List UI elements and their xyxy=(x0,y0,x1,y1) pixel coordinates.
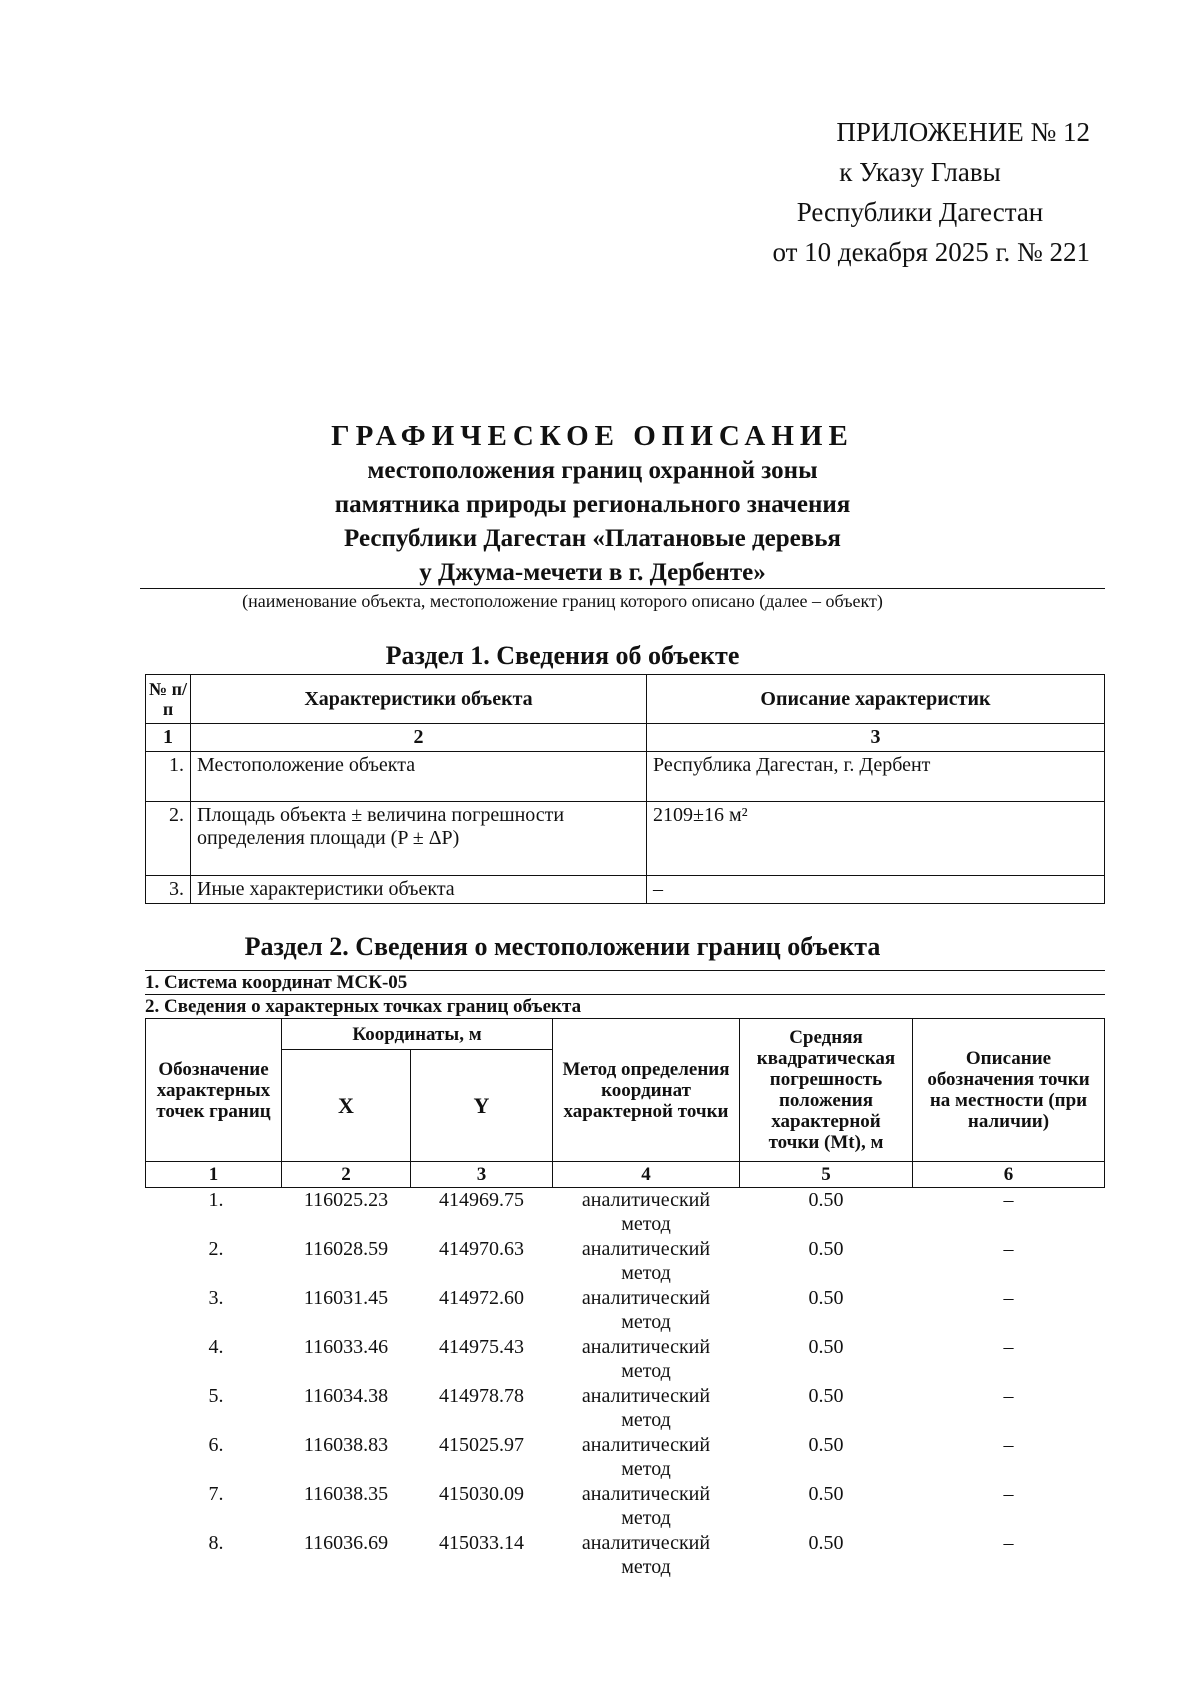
point-method: аналитический метод xyxy=(581,1287,711,1333)
row-characteristic: Местоположение объекта xyxy=(191,752,647,802)
points-title: 2. Сведения о характерных точках границ объекта xyxy=(145,994,1105,1018)
title-line-3: Республики Дагестан «Платановые деревья xyxy=(344,525,841,552)
point-description: – xyxy=(1003,1336,1014,1358)
table-header-row xyxy=(146,1019,1105,1050)
header-y: Y xyxy=(411,1050,553,1162)
row-description: – xyxy=(647,876,1105,904)
point-x: 116038.83 xyxy=(303,1434,389,1456)
point-y: 414972.60 xyxy=(439,1287,524,1309)
point-method: аналитический метод xyxy=(581,1532,711,1578)
point-y: 414975.43 xyxy=(439,1336,524,1358)
point-number: 2. xyxy=(208,1238,224,1260)
header-characteristic: Характеристики объекта xyxy=(191,675,647,724)
col-number: 1 xyxy=(146,724,191,752)
point-method: аналитический метод xyxy=(581,1189,711,1235)
table-row xyxy=(146,1384,1105,1433)
point-description: – xyxy=(1003,1189,1014,1211)
title-underline xyxy=(140,588,1105,589)
point-x: 116036.69 xyxy=(303,1532,389,1554)
annex-number: ПРИЛОЖЕНИЕ № 12 xyxy=(836,117,1090,147)
table-row xyxy=(146,1482,1105,1531)
annex-republic: Республики Дагестан xyxy=(796,197,1044,227)
point-error: 0.50 xyxy=(808,1287,844,1309)
table-row xyxy=(146,1188,1105,1238)
point-y: 415025.97 xyxy=(439,1434,524,1456)
col-number: 2 xyxy=(282,1162,411,1188)
header-designation: Обозначение характерных точек границ xyxy=(146,1019,282,1162)
row-description: 2109±16 м² xyxy=(647,802,1105,876)
point-x: 116028.59 xyxy=(303,1238,389,1260)
header-point-description: Описание обозначения точки на местности (при наличии) xyxy=(913,1019,1105,1162)
table-number-row xyxy=(146,1162,1105,1188)
section2-title: Раздел 2. Сведения о местоположении границ объекта xyxy=(244,932,881,961)
row-number: 2. xyxy=(146,802,191,876)
point-method: аналитический метод xyxy=(581,1238,711,1284)
row-characteristic: Иные характеристики объекта xyxy=(191,876,647,904)
document-title xyxy=(140,418,1105,590)
point-error: 0.50 xyxy=(808,1238,844,1260)
point-number: 1. xyxy=(208,1189,224,1211)
point-number: 6. xyxy=(208,1434,224,1456)
annex-header xyxy=(670,112,1090,272)
title-line-2: памятника природы регионального значения xyxy=(334,491,851,518)
header-description: Описание характеристик xyxy=(647,675,1105,724)
col-number: 3 xyxy=(411,1162,553,1188)
table-row xyxy=(146,802,1105,876)
point-error: 0.50 xyxy=(808,1189,844,1211)
row-number: 3. xyxy=(146,876,191,904)
title-line-1: местоположения границ охранной зоны xyxy=(367,457,818,484)
table-number-row xyxy=(146,724,1105,752)
table-row xyxy=(146,876,1105,904)
title-line-4: у Джума-мечети в г. Дербенте» xyxy=(419,559,766,586)
point-x: 116033.46 xyxy=(303,1336,389,1358)
point-number: 4. xyxy=(208,1336,224,1358)
point-x: 116031.45 xyxy=(303,1287,389,1309)
row-number: 1. xyxy=(146,752,191,802)
section1-title: Раздел 1. Сведения об объекте xyxy=(385,641,740,670)
point-number: 7. xyxy=(208,1483,224,1505)
table-row xyxy=(146,1237,1105,1286)
point-y: 414970.63 xyxy=(439,1238,524,1260)
points-table xyxy=(145,1018,1105,1580)
point-y: 414969.75 xyxy=(439,1189,524,1211)
header-error: Средняя квадратическая погрешность положения характерной точки (Mt), м xyxy=(740,1019,913,1162)
point-number: 3. xyxy=(208,1287,224,1309)
point-description: – xyxy=(1003,1434,1014,1456)
point-method: аналитический метод xyxy=(581,1336,711,1382)
table-row xyxy=(146,752,1105,802)
annex-decree: к Указу Главы xyxy=(839,157,1001,187)
point-x: 116038.35 xyxy=(303,1483,389,1505)
point-error: 0.50 xyxy=(808,1532,844,1554)
col-number: 3 xyxy=(647,724,1105,752)
table-row xyxy=(146,1531,1105,1580)
coordinate-system: 1. Система координат МСК-05 xyxy=(145,970,1105,994)
point-method: аналитический метод xyxy=(581,1483,711,1529)
point-description: – xyxy=(1003,1483,1014,1505)
title-caption: (наименование объекта, местоположение границ которого описано (далее – объект) xyxy=(242,591,883,611)
table-header-row xyxy=(146,675,1105,724)
table-row xyxy=(146,1433,1105,1482)
point-error: 0.50 xyxy=(808,1336,844,1358)
header-method: Метод определения координат характерной точки xyxy=(553,1019,740,1162)
point-method: аналитический метод xyxy=(581,1434,711,1480)
point-number: 5. xyxy=(208,1385,224,1407)
point-error: 0.50 xyxy=(808,1483,844,1505)
col-number: 4 xyxy=(553,1162,740,1188)
object-info-table xyxy=(145,674,1105,904)
row-characteristic: Площадь объекта ± величина погрешности определения площади (P ± ΔP) xyxy=(191,802,647,876)
point-y: 415030.09 xyxy=(439,1483,524,1505)
title-heading: ГРАФИЧЕСКОЕ ОПИСАНИЕ xyxy=(331,420,854,452)
point-method: аналитический метод xyxy=(581,1385,711,1431)
header-number: № п/п xyxy=(146,675,191,724)
point-number: 8. xyxy=(208,1532,224,1554)
row-description: Республика Дагестан, г. Дербент xyxy=(647,752,1105,802)
col-number: 1 xyxy=(146,1162,282,1188)
point-y: 414978.78 xyxy=(439,1385,524,1407)
annex-date: от 10 декабря 2025 г. № 221 xyxy=(772,237,1090,267)
col-number: 2 xyxy=(191,724,647,752)
col-number: 5 xyxy=(740,1162,913,1188)
point-error: 0.50 xyxy=(808,1385,844,1407)
point-x: 116025.23 xyxy=(303,1189,389,1211)
point-description: – xyxy=(1003,1287,1014,1309)
point-description: – xyxy=(1003,1385,1014,1407)
point-error: 0.50 xyxy=(808,1434,844,1456)
col-number: 6 xyxy=(913,1162,1105,1188)
table-row xyxy=(146,1286,1105,1335)
point-description: – xyxy=(1003,1532,1014,1554)
point-description: – xyxy=(1003,1238,1014,1260)
point-x: 116034.38 xyxy=(303,1385,389,1407)
header-x: X xyxy=(282,1050,411,1162)
table-row xyxy=(146,1335,1105,1384)
point-y: 415033.14 xyxy=(439,1532,524,1554)
header-coordinates: Координаты, м xyxy=(282,1019,553,1050)
